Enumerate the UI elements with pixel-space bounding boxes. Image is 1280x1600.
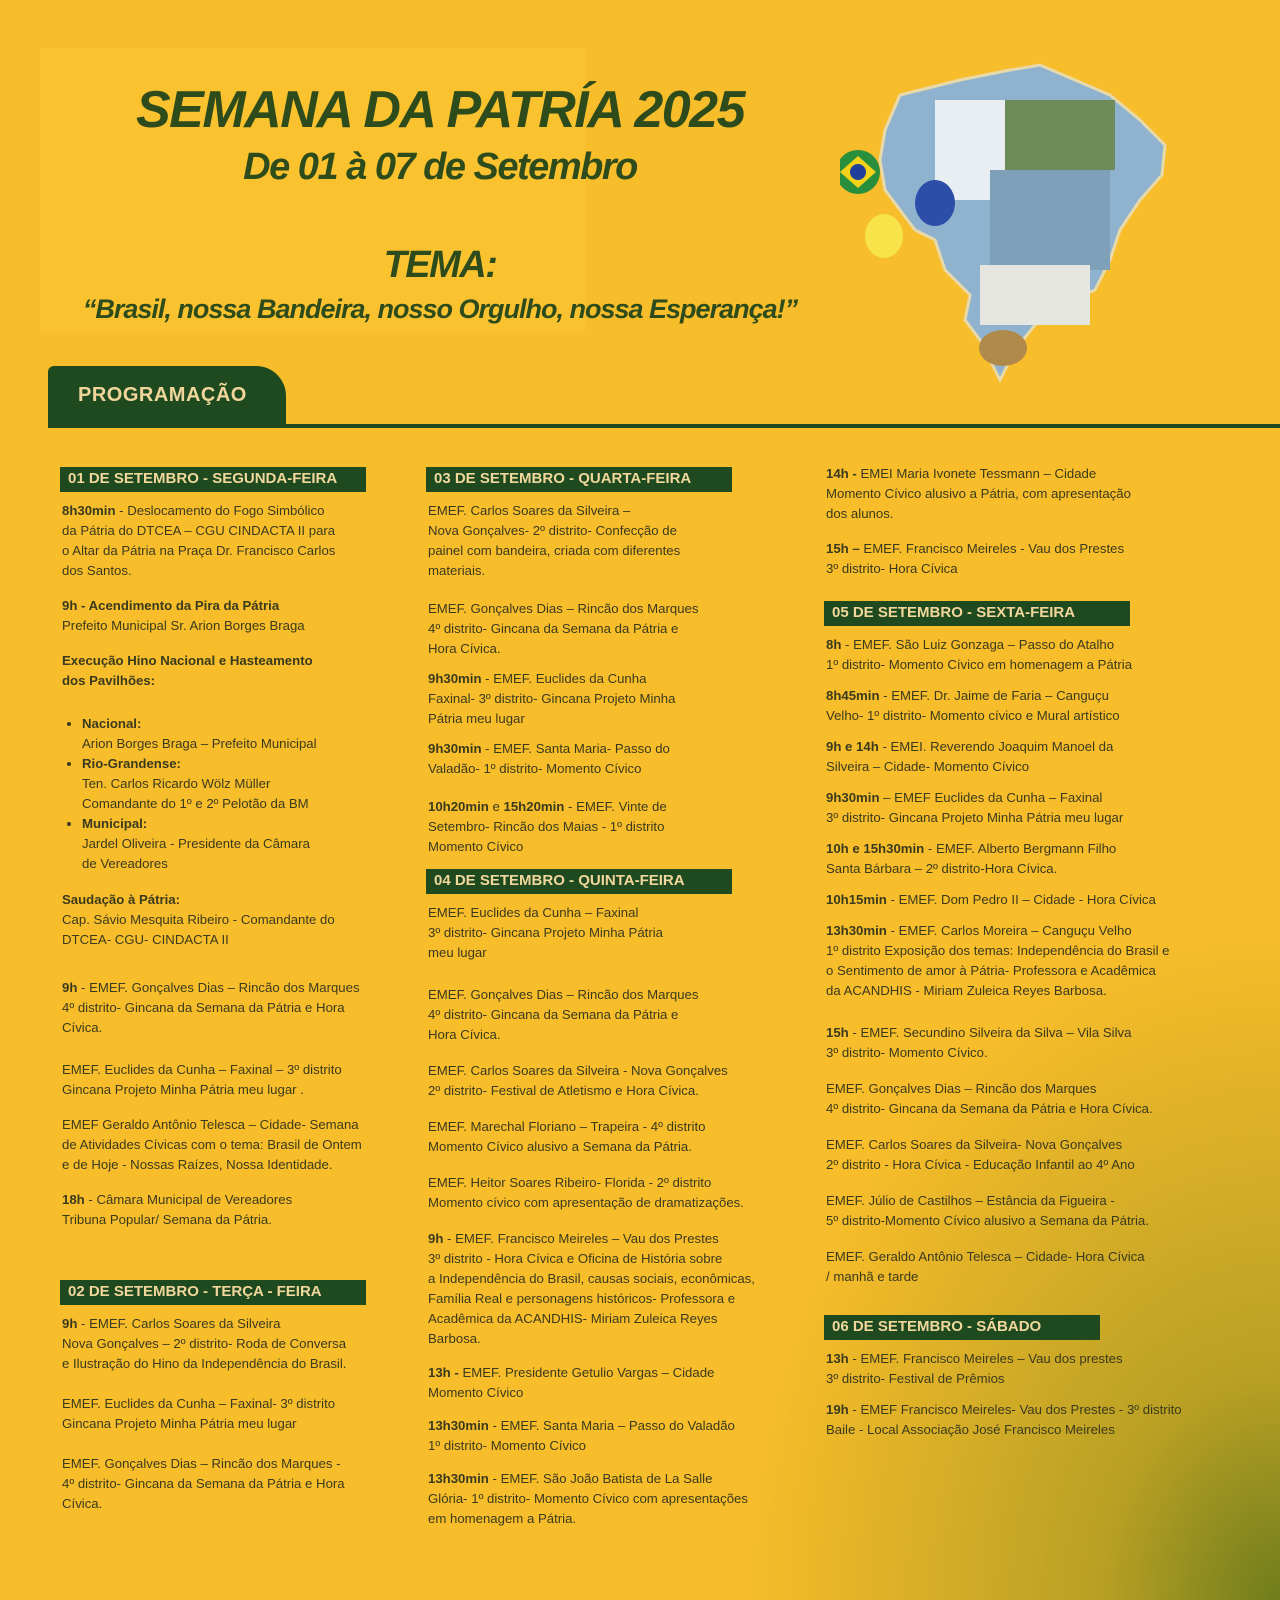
event-text: – EMEF Euclides da Cunha – Faxinal 3º distrito- Gincana Projeto Minha Pátria meu lugar [826, 790, 1124, 825]
event-text: EMEF Geraldo Antônio Telesca – Cidade- Semana de Atividades Cívicas com o tema: Brasil de Ontem e de Hoje - Nossas Raízes, Nossa Identidade. [62, 1117, 362, 1172]
list-item [82, 814, 402, 874]
event-text: - EMEF. São João Batista de La Salle Glória- 1º distrito- Momento Cívico com apresentações em homenagem a Pátria. [428, 1471, 748, 1526]
event-item [826, 921, 1226, 1001]
event-text: - EMEF. Santa Maria – Passo do Valadão 1º distrito- Momento Cívico [428, 1418, 735, 1453]
event-text: EMEF. Gonçalves Dias – Rincão dos Marques 4º distrito- Gincana da Semana da Pátria e Hora Cívica. [428, 601, 699, 656]
event-text: EMEF. Gonçalves Dias – Rincão dos Marques 4º distrito- Gincana da Semana da Pátria e Hora Cívica. [428, 987, 699, 1042]
event-time: 19h [826, 1402, 849, 1417]
list-item-text: Ten. Carlos Ricardo Wölz Müller Comandante do 1º e 2º Pelotão da BM [82, 776, 309, 811]
date-range: De 01 à 07 de Setembro [243, 146, 637, 188]
event-text: EMEF. Francisco Meireles - Vau dos Prestes 3º distrito- Hora Cívica [826, 541, 1125, 576]
event-item [826, 1349, 1226, 1389]
event-item [428, 1416, 788, 1456]
event-text: - EMEF. Carlos Soares da Silveira Nova Gonçalves – 2º distrito- Roda de Conversa e Ilustração do Hino da Independência do Brasil. [62, 1316, 347, 1371]
day-heading-01: 01 DE SETEMBRO - SEGUNDA-FEIRA [60, 467, 366, 492]
event-item [428, 1469, 788, 1529]
event-time: 18h [62, 1192, 85, 1207]
event-text: EMEF. Euclides da Cunha – Faxinal- 3º distrito Gincana Projeto Minha Pátria meu lugar [62, 1396, 336, 1431]
event-item [826, 1079, 1226, 1119]
event-text: - EMEF. Dom Pedro II – Cidade - Hora Cívica [886, 892, 1156, 907]
section-divider [48, 424, 1280, 428]
event-text: EMEF. Gonçalves Dias – Rincão dos Marques 4º distrito- Gincana da Semana da Pátria e Hora Cívica. [826, 1081, 1153, 1116]
event-time: 15h [826, 1025, 849, 1040]
page-title: SEMANA DA PATRÍA 2025 [135, 81, 744, 139]
day-heading-02: 02 DE SETEMBRO - TERÇA - FEIRA [60, 1280, 366, 1305]
event-item [826, 1191, 1226, 1231]
schedule-column-3 [826, 464, 1226, 1455]
event-text: EMEF. Júlio de Castilhos – Estância da Figueira - 5º distrito-Momento Cívico alusivo a Semana da Pátria. [826, 1193, 1149, 1228]
event-text: EMEF. Gonçalves Dias – Rincão dos Marques - 4º distrito- Gincana da Semana da Pátria e Hora Cívica. [62, 1456, 345, 1511]
event-text: Cap. Sávio Mesquita Ribeiro - Comandante do DTCEA- CGU- CINDACTA II [62, 912, 335, 947]
event-item [826, 839, 1226, 879]
event-text: e [488, 799, 504, 814]
event-item [826, 1400, 1226, 1440]
event-item [62, 1394, 402, 1434]
event-item [428, 1173, 788, 1213]
event-item [428, 1363, 788, 1403]
event-text: - EMEF. Francisco Meireles – Vau dos prestes 3º distrito- Festival de Prêmios [826, 1351, 1123, 1386]
event-item [428, 985, 788, 1045]
event-item [62, 978, 402, 1038]
event-time: 9h e 14h [826, 739, 879, 754]
list-item-text: Jardel Oliveira - Presidente da Câmara de Vereadores [82, 836, 310, 871]
event-item [62, 1190, 402, 1230]
event-item [428, 903, 788, 963]
event-time: 8h30min [62, 503, 116, 518]
event-time: 9h30min [428, 741, 482, 756]
event-item [62, 1314, 402, 1374]
event-item [428, 599, 788, 659]
event-time: 8h45min [826, 688, 880, 703]
event-time: 13h - [428, 1365, 463, 1380]
day-heading-03: 03 DE SETEMBRO - QUARTA-FEIRA [426, 467, 732, 492]
list-item [82, 714, 402, 754]
schedule-column-1 [62, 467, 402, 1529]
event-item [826, 1135, 1226, 1175]
list-item-label: Rio-Grandense: [82, 756, 181, 771]
list-item-label: Municipal: [82, 816, 148, 831]
event-time: 8h [826, 637, 842, 652]
day-heading-04: 04 DE SETEMBRO - QUINTA-FEIRA [426, 869, 732, 894]
event-item [826, 635, 1226, 675]
event-text: EMEF. Heitor Soares Ribeiro- Florida - 2º distrito Momento cívico com apresentação de dramatizações. [428, 1175, 744, 1210]
day-heading-06: 06 DE SETEMBRO - SÁBADO [824, 1315, 1100, 1340]
event-text: - EMEF. Alberto Bergmann Filho Santa Bárbara – 2º distrito-Hora Cívica. [826, 841, 1117, 876]
event-item [62, 1454, 402, 1514]
event-item [826, 686, 1226, 726]
event-text: EMEF. Euclides da Cunha – Faxinal 3º distrito- Gincana Projeto Minha Pátria meu lugar [428, 905, 663, 960]
event-text: - EMEF. Francisco Meireles – Vau dos Prestes 3º distrito - Hora Cívica e Oficina de História sobre a Independência do Brasil, causas sociais, econômicas, Família Real e personagens históricos- Professora e Acadêmica da ACANDHIS- Miriam Zuleica Reyes Barbosa. [428, 1231, 755, 1346]
list-item-text: Arion Borges Braga – Prefeito Municipal [82, 736, 317, 751]
event-text: - EMEF Francisco Meireles- Vau dos Prestes - 3º distrito Baile - Local Associação José Francisco Meireles [826, 1402, 1182, 1437]
event-time: 10h e 15h30min [826, 841, 925, 856]
event-text: EMEF. Carlos Soares da Silveira - Nova Gonçalves 2º distrito- Festival de Atletismo e Hora Cívica. [428, 1063, 728, 1098]
event-time: 13h30min [428, 1418, 489, 1433]
event-title: Execução Hino Nacional e Hasteamento dos Pavilhões: [62, 653, 313, 688]
event-text: EMEF. Geraldo Antônio Telesca – Cidade- Hora Cívica / manhã e tarde [826, 1249, 1145, 1284]
tema-label: TEMA: [383, 244, 497, 286]
brazil-map-collage-image [840, 40, 1200, 400]
event-item [428, 739, 788, 779]
event-title: 9h - Acendimento da Pira da Pátria [62, 598, 280, 613]
list-item [82, 754, 402, 814]
event-item [826, 788, 1226, 828]
event-time: 15h – [826, 541, 860, 556]
event-text: EMEF. Presidente Getulio Vargas – Cidade Momento Cívico [428, 1365, 715, 1400]
event-time: 9h [428, 1231, 444, 1246]
event-item [428, 1061, 788, 1101]
event-text: - EMEF. Vinte de Setembro- Rincão dos Maias - 1º distrito Momento Cívico [428, 799, 667, 854]
event-item [826, 890, 1226, 910]
event-time: 9h [62, 980, 78, 995]
event-text: - EMEF. Gonçalves Dias – Rincão dos Marques 4º distrito- Gincana da Semana da Pátria e Hora Cívica. [62, 980, 360, 1035]
event-item [62, 1115, 402, 1175]
event-time: 9h [62, 1316, 78, 1331]
pavilion-list [62, 714, 402, 874]
tema-text: “Brasil, nossa Bandeira, nosso Orgulho, nossa Esperança!” [82, 294, 798, 324]
event-time: 10h20min [428, 799, 489, 814]
event-item [826, 737, 1226, 777]
event-text: - EMEF. Santa Maria- Passo do Valadão- 1º distrito- Momento Cívico [428, 741, 670, 776]
event-time: 13h30min [428, 1471, 489, 1486]
event-title: Saudação à Pátria: [62, 892, 181, 907]
event-item [62, 596, 402, 636]
event-text: EMEF. Carlos Soares da Silveira – Nova Gonçalves- 2º distrito- Confecção de painel com bandeira, criada com diferentes materiais. [428, 503, 681, 578]
event-text: - EMEF. Dr. Jaime de Faria – Canguçu Velho- 1º distrito- Momento cívico e Mural artístico [826, 688, 1120, 723]
event-item [62, 501, 402, 581]
event-item [428, 1117, 788, 1157]
event-text: EMEF. Marechal Floriano – Trapeira - 4º distrito Momento Cívico alusivo a Semana da Pátria. [428, 1119, 706, 1154]
event-item [428, 797, 788, 857]
event-text: - EMEF. São Luiz Gonzaga – Passo do Atalho 1º distrito- Momento Cívico em homenagem a Pátria [826, 637, 1133, 672]
event-time: 13h30min [826, 923, 887, 938]
event-item [826, 1247, 1226, 1287]
schedule-column-2 [428, 467, 788, 1544]
event-text: - EMEF. Carlos Moreira – Canguçu Velho 1º distrito Exposição dos temas: Independência do Brasil e o Sentimento de amor à Pátria- Professora e Acadêmica da ACANDHIS - Miriam Zuleica Reyes Barbosa. [826, 923, 1170, 998]
event-time: 13h [826, 1351, 849, 1366]
spacer [62, 700, 402, 714]
event-text: - EMEF. Secundino Silveira da Silva – Vila Silva 3º distrito- Momento Cívico. [826, 1025, 1132, 1060]
event-text: EMEI Maria Ivonete Tessmann – Cidade Momento Cívico alusivo a Pátria, com apresentação dos alunos. [826, 466, 1131, 521]
event-item [428, 1229, 788, 1349]
list-item-label: Nacional: [82, 716, 142, 731]
event-item [826, 539, 1226, 579]
event-item [62, 651, 402, 691]
event-item [428, 501, 788, 581]
event-item [826, 464, 1226, 524]
event-item [826, 1023, 1226, 1063]
event-text: EMEF. Carlos Soares da Silveira- Nova Gonçalves 2º distrito - Hora Cívica - Educação Infantil ao 4º Ano [826, 1137, 1135, 1172]
event-text: Prefeito Municipal Sr. Arion Borges Braga [62, 618, 305, 633]
event-time: 9h30min [428, 671, 482, 686]
event-text: EMEF. Euclides da Cunha – Faxinal – 3º distrito Gincana Projeto Minha Pátria meu lugar . [62, 1062, 342, 1097]
event-item [62, 1060, 402, 1100]
event-text: - Câmara Municipal de Vereadores Tribuna Popular/ Semana da Pátria. [62, 1192, 293, 1227]
day-heading-05: 05 DE SETEMBRO - SEXTA-FEIRA [824, 601, 1130, 626]
event-time: 9h30min [826, 790, 880, 805]
event-item [428, 669, 788, 729]
event-time: 15h20min [503, 799, 565, 814]
event-item [62, 890, 402, 950]
event-text: - Deslocamento do Fogo Simbólico da Pátria do DTCEA – CGU CINDACTA II para o Altar da Pátria na Praça Dr. Francisco Carlos dos Santos. [62, 503, 336, 578]
event-text: - EMEF. Euclides da Cunha Faxinal- 3º distrito- Gincana Projeto Minha Pátria meu lugar [428, 671, 676, 726]
event-time: 10h15min [826, 892, 887, 907]
event-text: - EMEI. Reverendo Joaquim Manoel da Silveira – Cidade- Momento Cívico [826, 739, 1114, 774]
programacao-label: PROGRAMAÇÃO [78, 384, 247, 406]
programacao-tab [48, 366, 286, 424]
event-time: 14h - [826, 466, 857, 481]
